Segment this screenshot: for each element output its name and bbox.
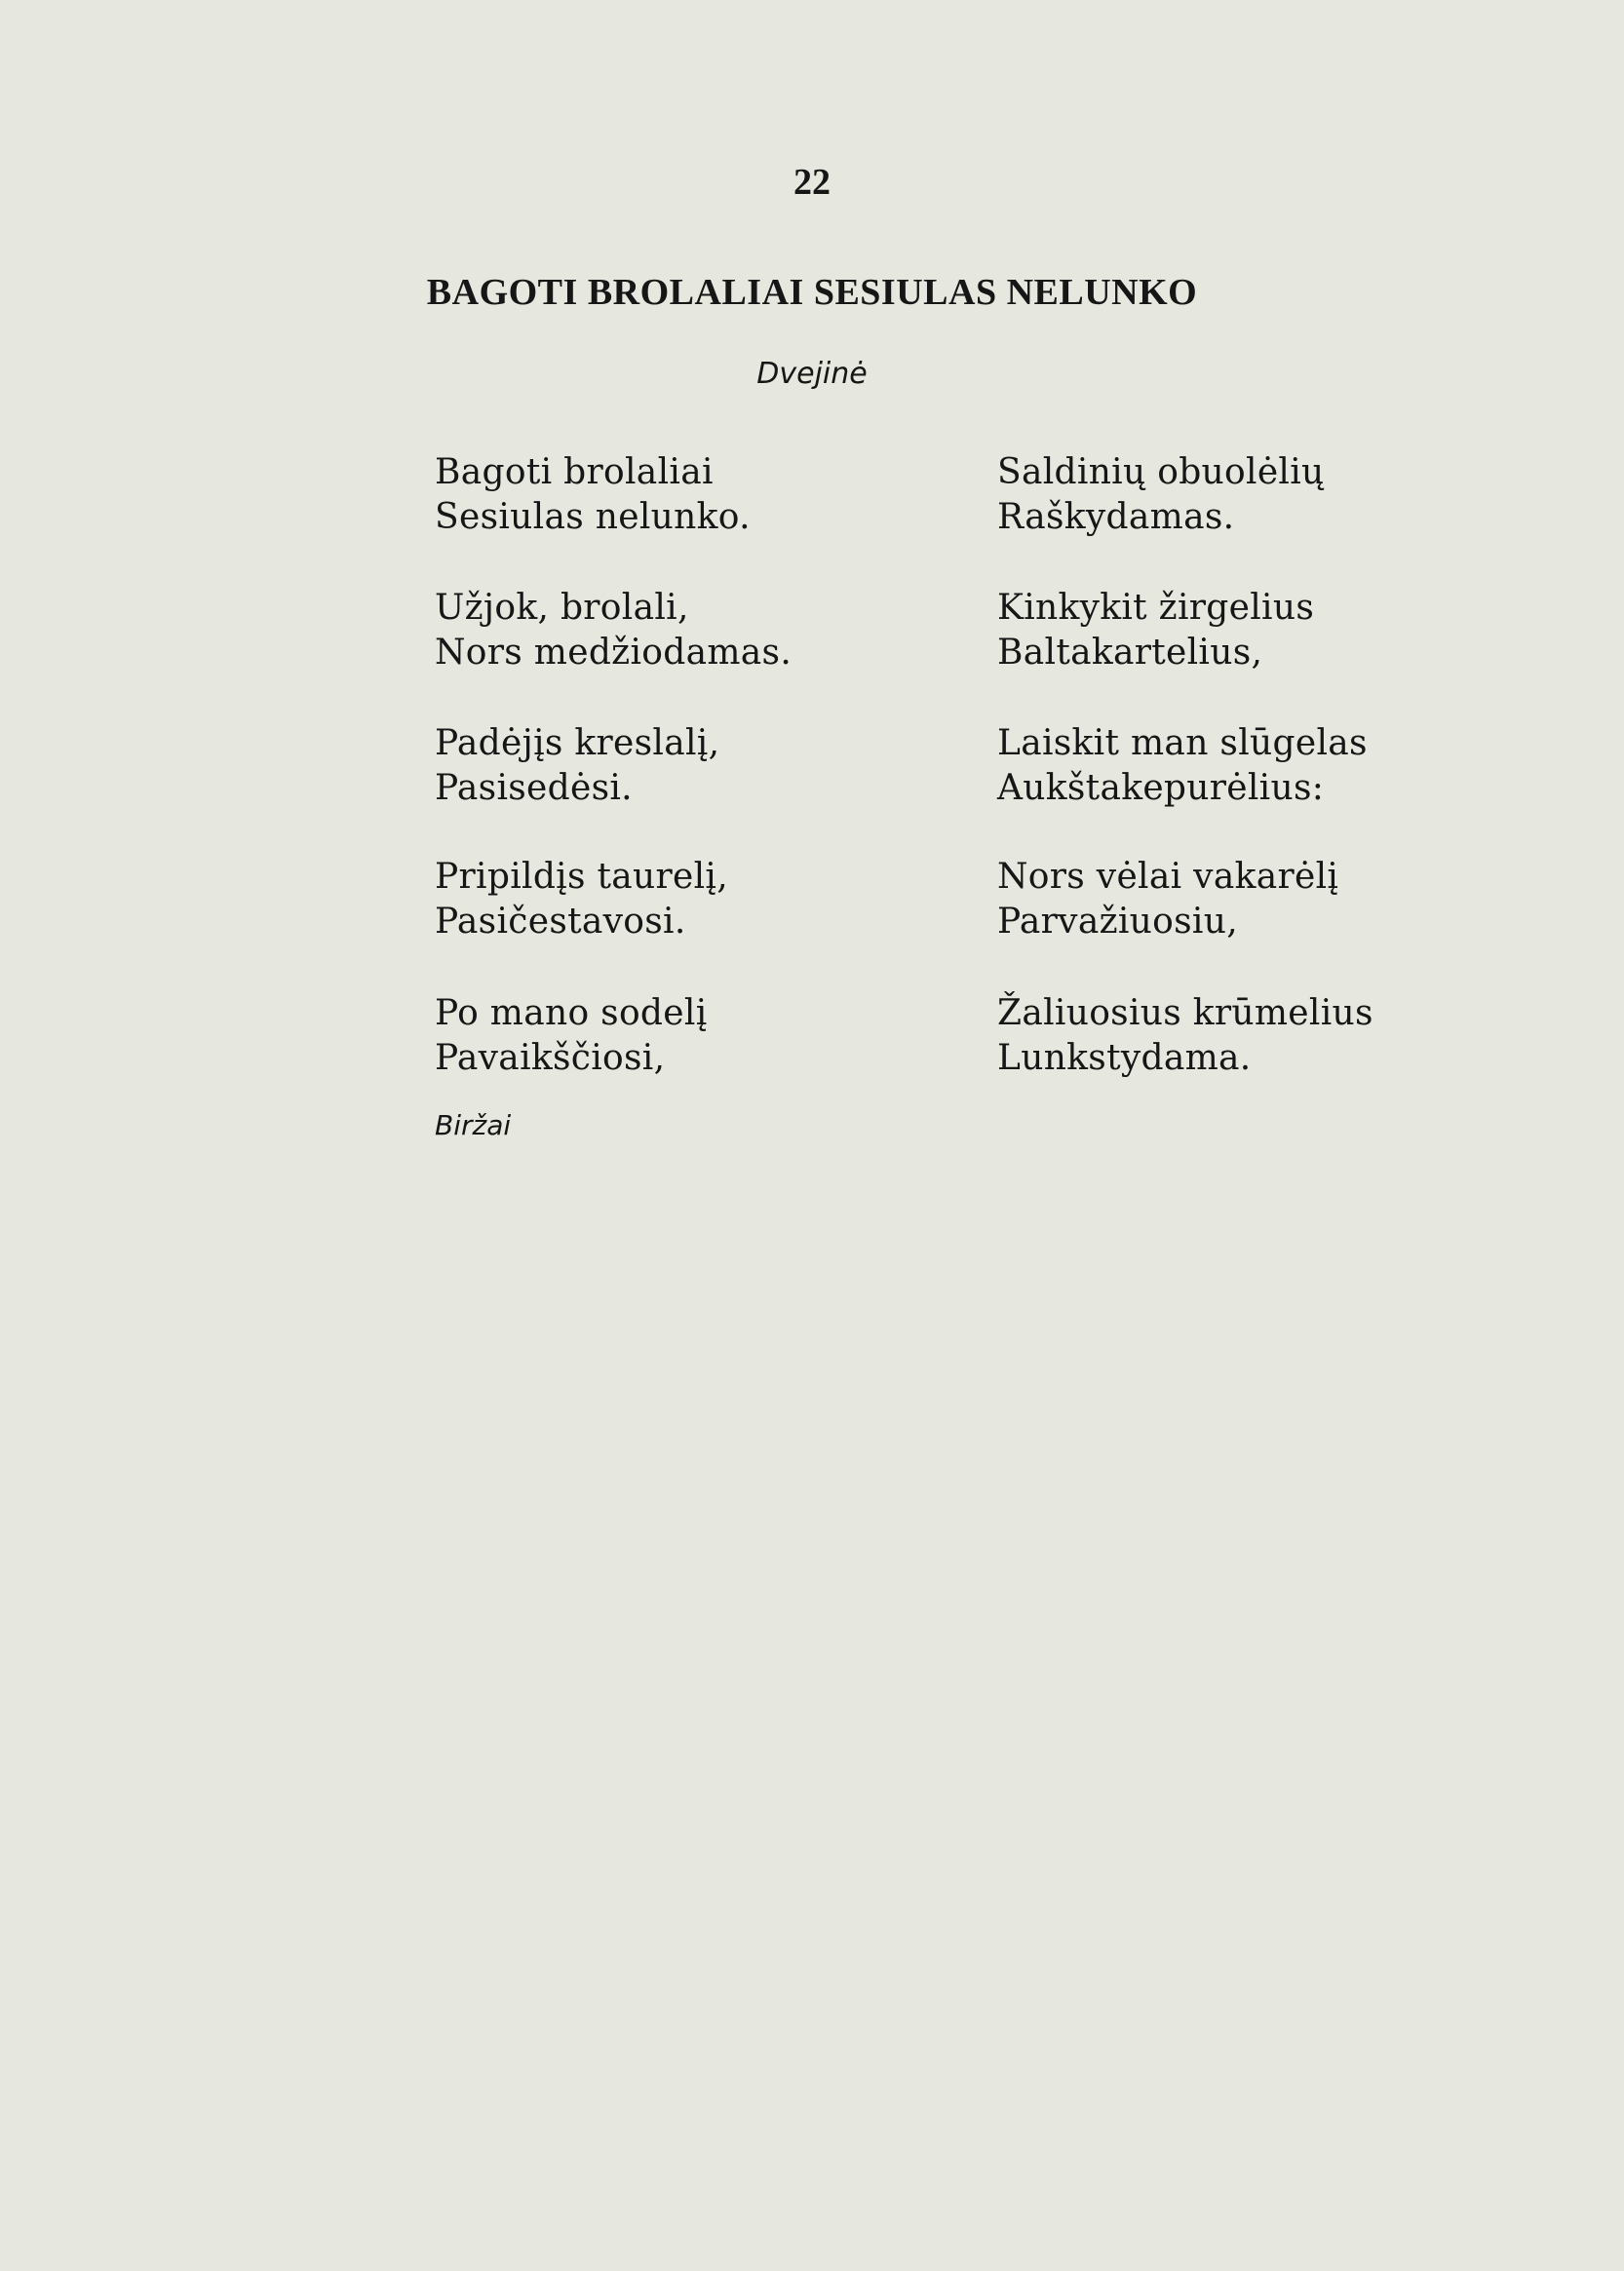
stanza-left-5 [435, 991, 708, 1081]
verse-line: Laiskit man slūgelas [997, 723, 1368, 763]
verse-line: Saldinių obuolėlių [997, 452, 1325, 492]
verse-line: Žaliuosius krūmelius [997, 993, 1373, 1033]
verse-line: Nors vėlai vakarėlį [997, 857, 1339, 897]
stanza-left-1 [435, 450, 751, 540]
stanza-left-4 [435, 855, 728, 944]
verse-line: Užjok, brolali, [435, 588, 689, 628]
verse-line: Pasisedėsi. [435, 768, 633, 808]
verse-line: Pripildįs taurelį, [435, 857, 728, 897]
song-title: BAGOTI BROLALIAI SESIULAS NELUNKO [426, 272, 1198, 313]
stanza-right-5 [997, 991, 1373, 1081]
verse-line: Baltakartelius, [997, 633, 1263, 673]
stanza-right-1 [997, 450, 1325, 540]
stanza-right-2 [997, 586, 1314, 675]
verse-line: Pavaikščiosi, [435, 1038, 666, 1078]
song-subtitle: Dvejinė [756, 357, 868, 391]
verse-line: Bagoti brolaliai [435, 452, 714, 492]
verse-line: Aukštakepurėlius: [997, 768, 1325, 808]
stanza-right-3 [997, 721, 1368, 811]
verse-line: Lunkstydama. [997, 1038, 1252, 1078]
stanza-right-4 [997, 855, 1338, 944]
verse-line: Kinkykit žirgelius [997, 588, 1315, 628]
stanza-left-2 [435, 586, 792, 675]
verse-line: Pasičestavosi. [435, 902, 686, 942]
verse-line: Nors medžiodamas. [435, 633, 793, 673]
place-of-origin: Biržai [435, 1109, 512, 1141]
verse-line: Sesiulas nelunko. [435, 497, 751, 537]
verse-line: Raškydamas. [997, 497, 1235, 537]
verse-line: Parvažiuosiu, [997, 902, 1238, 942]
verse-line: Po mano sodelį [435, 993, 708, 1033]
verse-line: Padėjįs kreslalį, [435, 723, 720, 763]
stanza-left-3 [435, 721, 719, 811]
page-number: 22 [793, 162, 831, 203]
